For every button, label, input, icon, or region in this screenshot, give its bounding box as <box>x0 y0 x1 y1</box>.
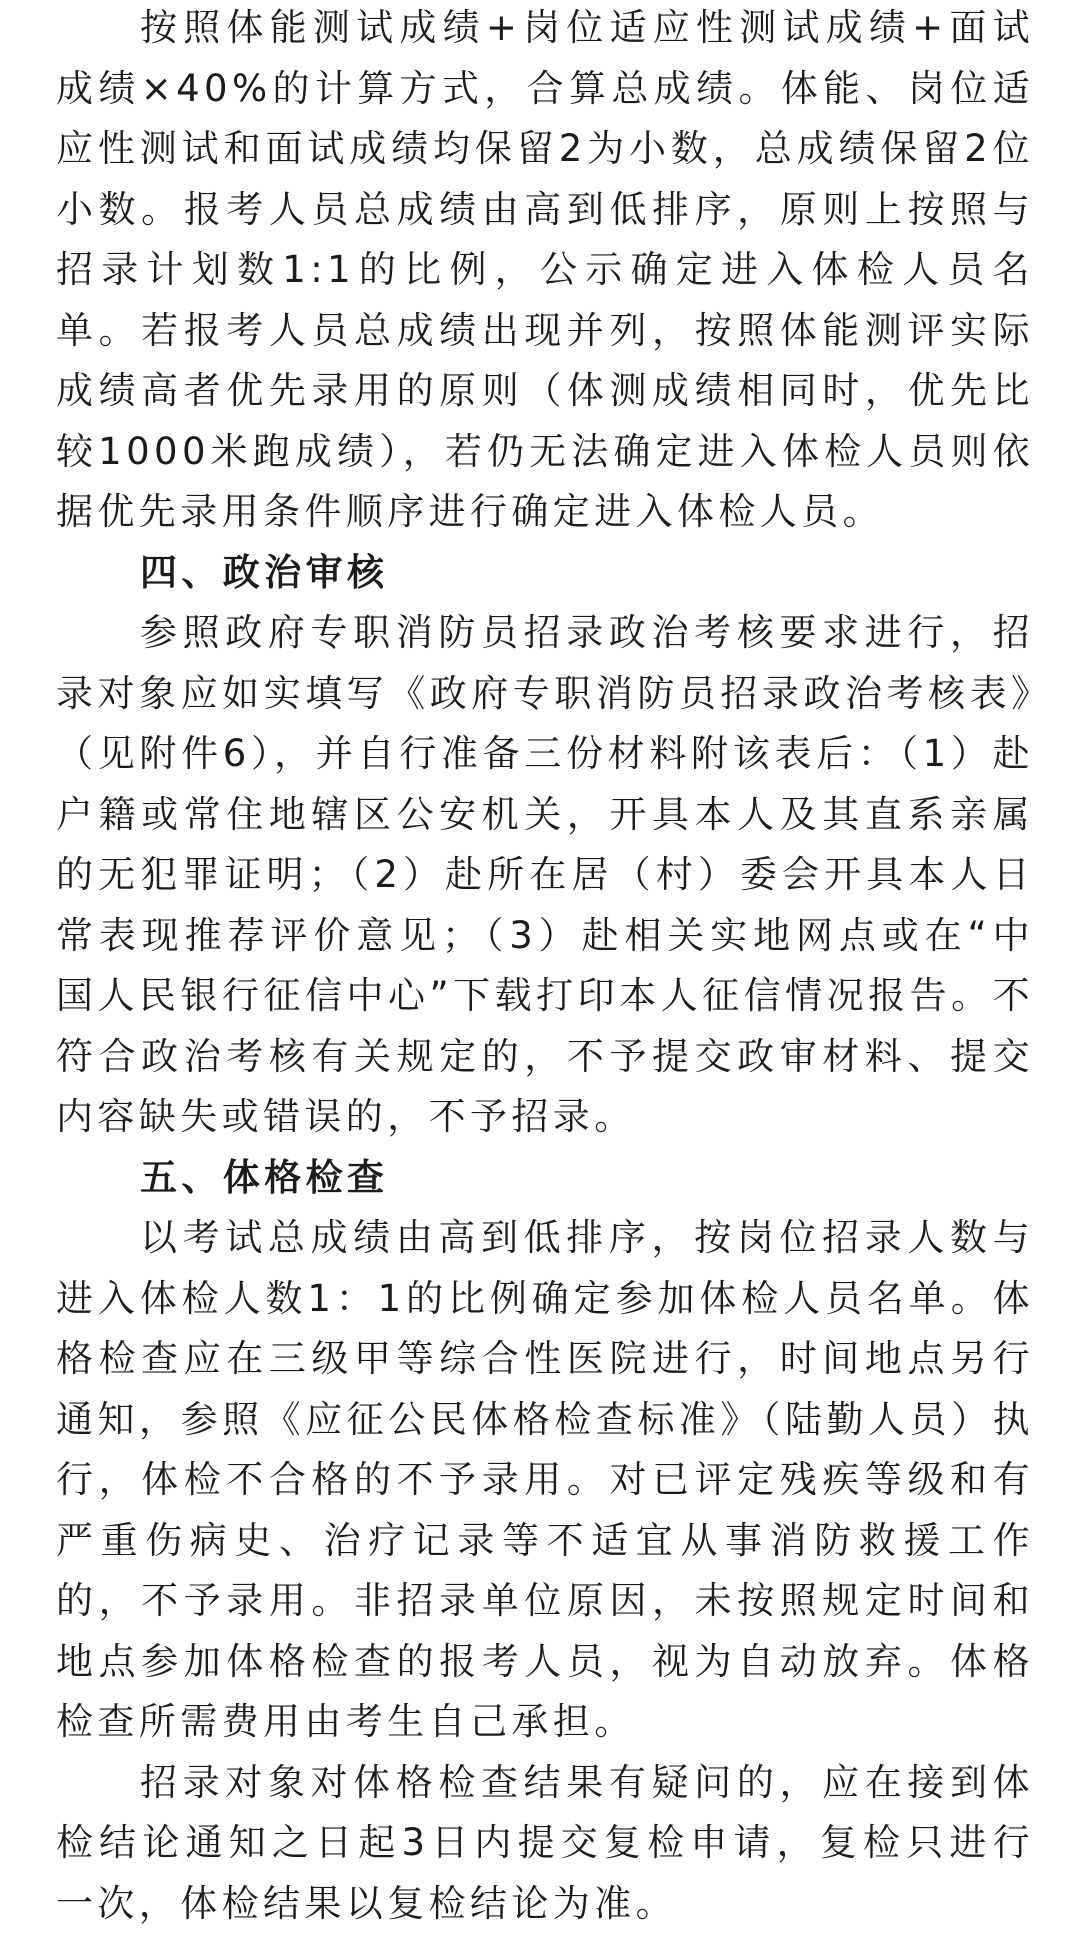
section-4-heading: 四、政治审核 <box>140 550 389 594</box>
section-5-paragraph-1: 以考试总成绩由高到低排序，按岗位招录人数与进入体检人数1：1的比例确定参加体检人员名单。体格检查应在三级甲等综合性医院进行，时间地点另行通知，参照《应征公民体格检查标准》（陆勤人员）执行，体检不合格的不予录用。对已评定残疾等级和有严重伤病史、治疗记录等不适宜从事消防救援工作的，不予录用。非招录单位原因，未按照规定时间和地点参加体格检查的报考人员，视为自动放弃。体格检查所需费用由考生自己承担。 <box>56 1216 1034 1743</box>
section-3-paragraph: 按照体能测试成绩+岗位适应性测试成绩+面试成绩×40%的计算方式，合算总成绩。体能、岗位适应性测试和面试成绩均保留2为小数，总成绩保留2位小数。报考人员总成绩由高到低排序，原则上按照与招录计划数1:1的比例，公示确定进入体检人员名单。若报考人员总成绩出现并列，按照体能测评实际成绩高者优先录用的原则（体测成绩相同时，优先比较1000米跑成绩），若仍无法确定进入体检人员则依据优先录用条件顺序进行确定进入体检人员。 <box>56 6 1034 533</box>
section-5-heading: 五、体格检查 <box>140 1155 389 1199</box>
section-5-paragraph-2: 招录对象对体格检查结果有疑问的，应在接到体检结论通知之日起3日内提交复检申请，复检只进行一次，体检结果以复检结论为准。 <box>56 1760 1034 1925</box>
section-4-paragraph: 参照政府专职消防员招录政治考核要求进行，招录对象应如实填写《政府专职消防员招录政治考核表》（见附件6），并自行准备三份材料附该表后：（1）赴户籍或常住地辖区公安机关，开具本人及其直系亲属的无犯罪证明；（2）赴所在居（村）委会开具本人日常表现推荐评价意见；（3）赴相关实地网点或在“中国人民银行征信中心”下载打印本人征信情况报告。不符合政治考核有关规定的，不予提交政审材料、提交内容缺失或错误的，不予招录。 <box>56 611 1034 1138</box>
